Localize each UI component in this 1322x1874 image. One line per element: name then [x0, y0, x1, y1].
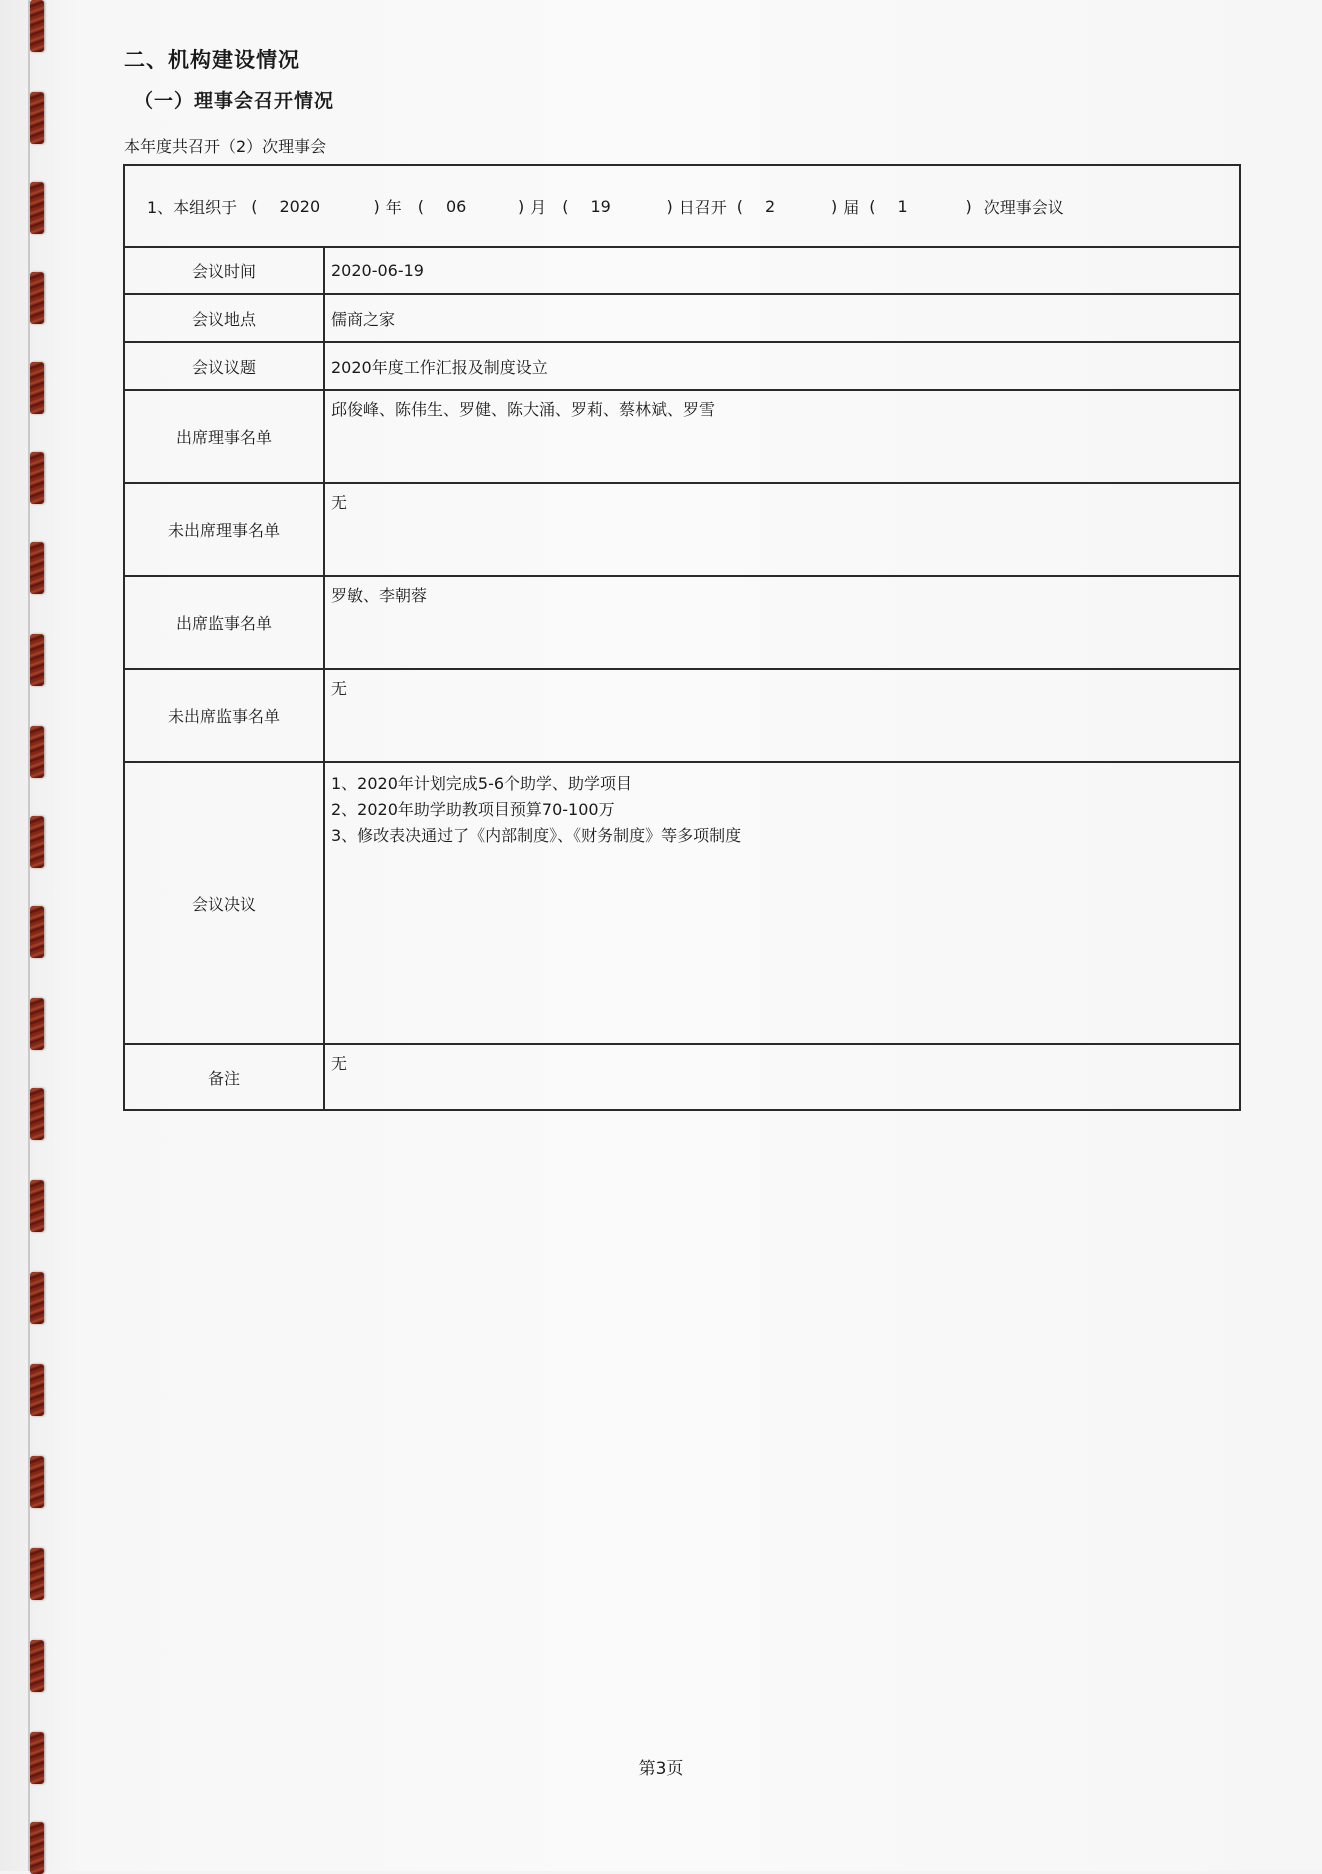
binding-ring [30, 362, 44, 414]
table-row [124, 669, 1240, 762]
close-paren: ) [830, 196, 838, 216]
session-value: 2 [764, 196, 776, 216]
binding-ring [30, 1640, 44, 1692]
binding-ring [30, 182, 44, 234]
meeting-topic-label: 会议议题 [124, 342, 324, 390]
table-row [124, 576, 1240, 669]
meeting-header-line [125, 195, 1239, 218]
open-paren: ( [562, 196, 569, 216]
header-prefix: 1、本组织于 [147, 197, 238, 217]
close-paren: ) [517, 196, 525, 216]
spiral-binding [30, 0, 46, 1871]
absent-directors-label: 未出席理事名单 [124, 483, 324, 576]
table-row [124, 247, 1240, 294]
table-row [124, 483, 1240, 576]
binding-ring [30, 1548, 44, 1600]
page-number: 第3页 [638, 1759, 684, 1779]
table-row [124, 762, 1240, 1044]
count-value: 1 [897, 196, 908, 216]
binding-ring [30, 1364, 44, 1416]
binding-ring [30, 272, 44, 324]
binding-ring [30, 0, 44, 52]
open-paren: ( [736, 196, 743, 216]
remarks-value: 无 [324, 1044, 1240, 1110]
close-paren: ) [666, 196, 673, 216]
binding-ring [30, 452, 44, 504]
meeting-time-label: 会议时间 [124, 247, 324, 294]
meeting-header-cell [124, 165, 1240, 247]
resolution-item: 3、修改表决通过了《内部制度》、《财务制度》等多项制度 [331, 826, 742, 845]
meeting-location-label: 会议地点 [124, 294, 324, 342]
binding-ring [30, 906, 44, 958]
year-unit: 年 [385, 197, 402, 217]
binding-ring [30, 1272, 44, 1324]
table-row [124, 390, 1240, 483]
open-paren: ( [869, 196, 876, 216]
meeting-location-value: 儒商之家 [324, 294, 1240, 342]
remarks-label: 备注 [124, 1044, 324, 1110]
count-unit: 次理事会议 [983, 197, 1064, 217]
month-value: 06 [445, 196, 467, 216]
close-paren: ) [373, 196, 380, 216]
binding-ring [30, 634, 44, 686]
binding-ring [30, 1456, 44, 1508]
resolution-item: 1、2020年计划完成5-6个助学、助学项目 [331, 774, 633, 793]
binding-ring [30, 92, 44, 144]
resolution-item: 2、2020年助学助教项目预算70-100万 [331, 800, 615, 819]
binding-ring [30, 816, 44, 868]
day-unit: 日召开 [678, 197, 727, 217]
day-value: 19 [590, 196, 611, 216]
absent-directors-value: 无 [324, 483, 1240, 576]
table-row [124, 1044, 1240, 1110]
section-title: 二、机构建设情况 [124, 48, 300, 72]
binding-ring [30, 726, 44, 778]
table-row [124, 342, 1240, 390]
attending-directors-value: 邱俊峰、陈伟生、罗健、陈大涌、罗莉、蔡林斌、罗雪 [324, 390, 1240, 483]
resolution-value [324, 762, 1240, 1044]
binding-ring [30, 1822, 44, 1874]
meeting-topic-value: 2020年度工作汇报及制度设立 [324, 342, 1240, 390]
meeting-time-value: 2020-06-19 [324, 247, 1240, 294]
month-unit: 月 [530, 197, 547, 217]
open-paren: ( [251, 196, 258, 216]
binding-ring [30, 1088, 44, 1140]
attending-directors-label: 出席理事名单 [124, 390, 324, 483]
board-meeting-table [123, 164, 1241, 1111]
binding-ring [30, 1180, 44, 1232]
absent-supervisors-label: 未出席监事名单 [124, 669, 324, 762]
open-paren: ( [417, 196, 424, 216]
absent-supervisors-value: 无 [324, 669, 1240, 762]
attending-supervisors-label: 出席监事名单 [124, 576, 324, 669]
meeting-count-summary: 本年度共召开（2）次理事会 [124, 137, 327, 156]
binding-ring [30, 998, 44, 1050]
close-paren: ) [965, 196, 972, 216]
attending-supervisors-value: 罗敏、李朝蓉 [324, 576, 1240, 669]
table-row [124, 294, 1240, 342]
meeting-header-row [124, 165, 1240, 247]
resolution-label: 会议决议 [124, 762, 324, 1044]
subsection-title: （一）理事会召开情况 [134, 90, 335, 112]
year-value: 2020 [279, 196, 321, 216]
session-unit: 届 [843, 197, 860, 217]
binding-ring [30, 542, 44, 594]
